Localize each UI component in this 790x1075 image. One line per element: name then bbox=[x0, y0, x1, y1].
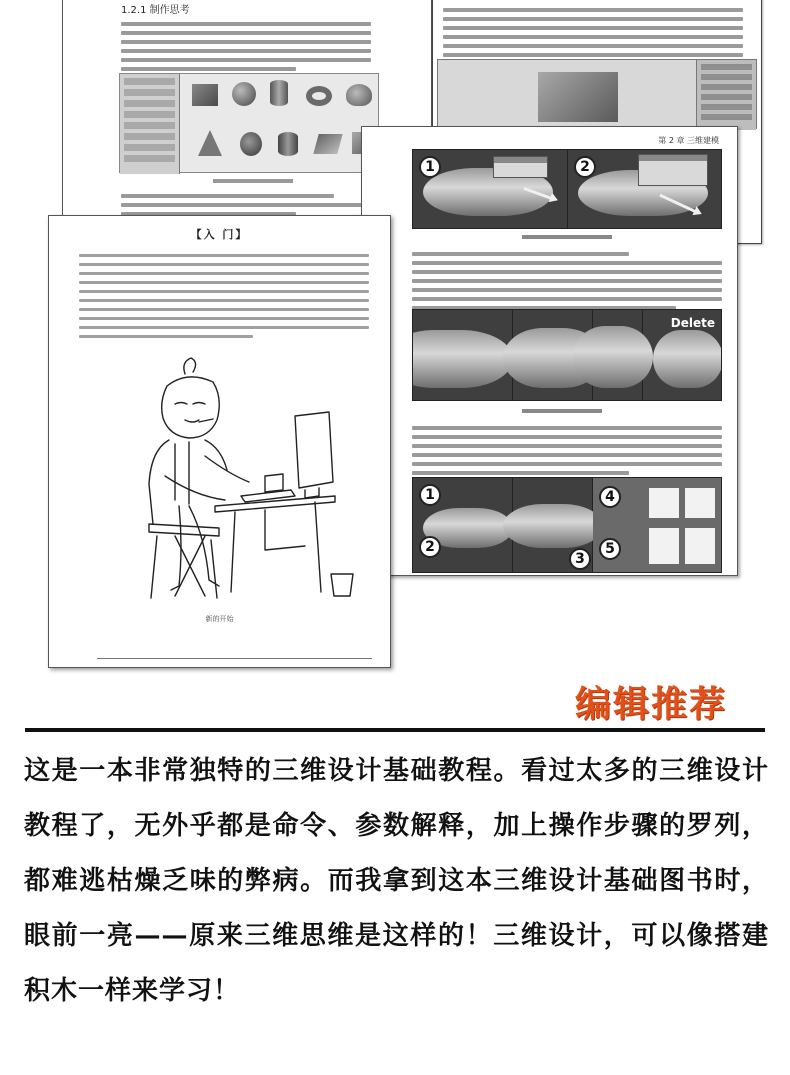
editor-recommendation-badge: 编辑推荐 bbox=[575, 684, 728, 725]
section-divider bbox=[25, 728, 765, 732]
steps-screenshot-strip-1 bbox=[412, 149, 722, 229]
section-heading: 1.2.1 制作思考 bbox=[121, 5, 190, 16]
torus-primitive bbox=[306, 86, 332, 106]
step-number-badge: 2 bbox=[419, 536, 441, 558]
page-text-block bbox=[412, 247, 722, 315]
step-number-badge: 1 bbox=[419, 156, 441, 178]
step-number-badge: 5 bbox=[599, 538, 621, 560]
cone-primitive bbox=[198, 130, 222, 156]
step-number-badge: 1 bbox=[419, 484, 441, 506]
box-primitive bbox=[192, 84, 218, 106]
pyramid-primitive bbox=[313, 134, 342, 154]
steps-screenshot-strip-3 bbox=[412, 477, 722, 573]
figure-caption bbox=[522, 409, 602, 413]
modifier-panel bbox=[696, 60, 756, 130]
sphere-primitive bbox=[232, 82, 256, 106]
figure-caption bbox=[213, 179, 293, 183]
book-page-introduction bbox=[48, 215, 391, 668]
steps-screenshot-strip-2 bbox=[412, 309, 722, 401]
command-panel bbox=[120, 74, 180, 174]
delete-key-label: Delete bbox=[670, 316, 715, 330]
step-number-badge: 4 bbox=[599, 486, 621, 508]
geosphere-primitive bbox=[240, 132, 262, 156]
figure-caption bbox=[522, 235, 612, 239]
chapter-header: 第 2 章 三维建模 bbox=[658, 136, 719, 145]
book-page-cylinder-modeling bbox=[361, 126, 738, 576]
chapter-title: 【入 门】 bbox=[190, 228, 249, 241]
cylinder-primitive bbox=[270, 80, 288, 106]
teapot-primitive bbox=[346, 84, 372, 106]
page-text-block bbox=[121, 17, 371, 76]
box-object bbox=[538, 72, 618, 122]
figure-caption: 新的开始 bbox=[205, 615, 234, 623]
step-number-badge: 3 bbox=[569, 548, 591, 570]
designer-at-desk-illustration bbox=[145, 356, 355, 606]
box-modeling-screenshot bbox=[437, 59, 757, 129]
step-number-badge: 2 bbox=[574, 156, 596, 178]
page-text-block bbox=[412, 421, 722, 480]
primitive-objects-screenshot bbox=[119, 73, 379, 173]
page-footer-rule bbox=[97, 658, 372, 659]
editor-review-text: 这是一本非常独特的三维设计基础教程。看过太多的三维设计教程了，无外乎都是命令、参数解释，加上操作步骤的罗列，都难逃枯燥乏味的弊病。而我拿到这本三维设计基础图书时，眼前一亮——原来三维思维是这样的！三维设计，可以像搭建积木一样来学习！ bbox=[24, 756, 769, 1006]
page-text-block bbox=[79, 248, 369, 344]
tube-primitive bbox=[278, 132, 298, 156]
